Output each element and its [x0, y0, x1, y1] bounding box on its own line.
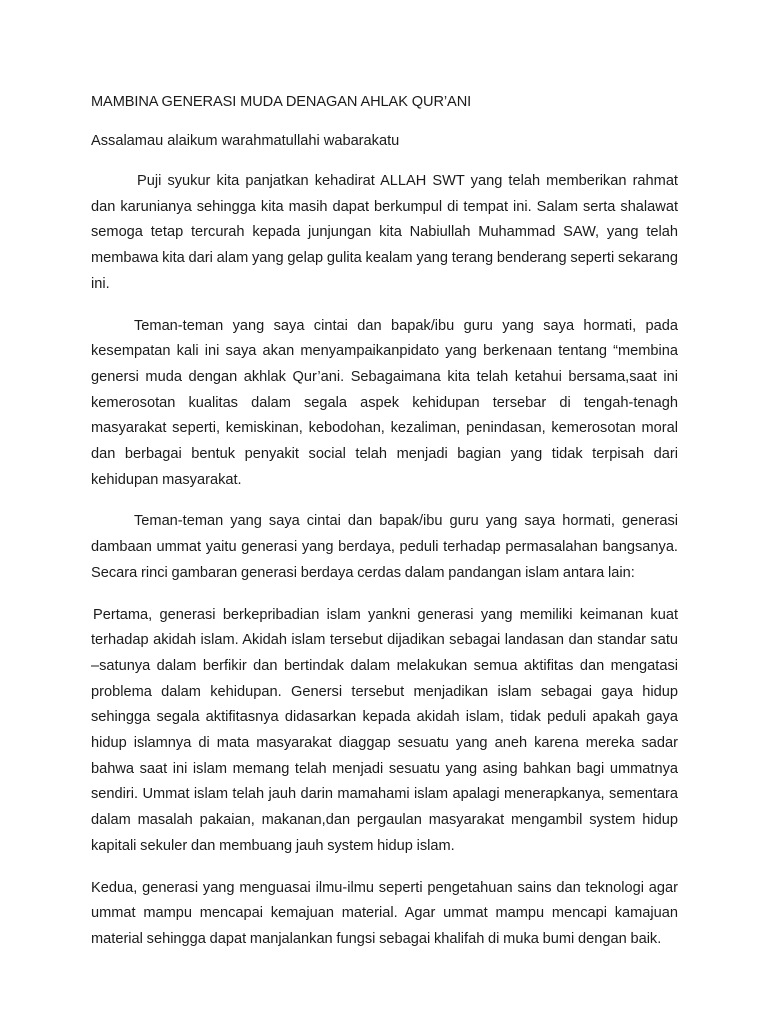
- paragraph-second-point: Kedua, generasi yang menguasai ilmu-ilmu seperti pengetahuan sains dan teknologi agar ummat mampu mencapai kemajuan material. Agar ummat mampu mencapi kamajuan material sehingga dapat manjalankan fungsi sebagai khalifah di muka bumi dengan baik.: [91, 879, 678, 947]
- paragraph-opening: Puji syukur kita panjatkan kehadirat ALLAH SWT yang telah memberikan rahmat dan karunianya sehingga kita masih dapat berkumpul di tempat ini. Salam serta shalawat semoga tetap tercurah kepada junjungan kita Nabiullah Muhammad SAW, yang telah membawa kita dari alam yang gelap gulita kealam yang terang benderang seperti sekarang ini.: [91, 173, 678, 292]
- paragraph-introduction: Teman-teman yang saya cintai dan bapak/ibu guru yang saya hormati, pada kesempatan kali ini saya akan menyampaikanpidato yang berkenaan tentang “membina genersi muda dengan akhlak Qur’ani. Sebagaimana kita telah ketahui bersama,saat ini kemerosotan kualitas dalam segala aspek kehidupan tersebar di tengah-tenagh masyarakat seperti, kemiskinan, kebodohan, kezaliman, penindasan, kemerosotan moral dan berbagai bentuk penyakit social telah menjadi bagian yang tidak terpisah dari kehidupan masyarakat.: [91, 317, 678, 488]
- paragraph-generation: Teman-teman yang saya cintai dan bapak/ibu guru yang saya hormati, generasi dambaan ummat yaitu generasi yang berdaya, peduli terhadap permasalahan bangsanya. Secara rinci gambaran generasi berdaya cerdas dalam pandangan islam antara lain:: [91, 513, 678, 581]
- paragraph-first-point: Pertama, generasi berkepribadian islam yankni generasi yang memiliki keimanan kuat terhadap akidah islam. Akidah islam tersebut dijadikan sebagai landasan dan standar satu –satunya dalam berfikir dan bertindak dalam melakukan semua aktifitas dan mengatasi problema dalam kehidupan. Genersi tersebut menjadikan islam sebagai gaya hidup sehingga segala aktifitasnya didasarkan kepada akidah islam, tidak peduli apakah gaya hidup islamnya di mata masyarakat diaggap sesuatu yang aneh karena mereka sadar bahwa saat ini islam memang telah menjadi sesuatu yang asing bahkan bagi ummatnya sendiri. Ummat islam telah jauh darin mamahami islam apalagi menerapkanya, sementara dalam masalah pakaian, makanan,dan pergaulan masyarakat mengambil system hidup kapitali sekuler dan membuang jauh system hidup islam.: [91, 606, 678, 854]
- document-title: MAMBINA GENERASI MUDA DENAGAN AHLAK QUR’ANI: [91, 94, 472, 110]
- greeting: Assalamau alaikum warahmatullahi wabarakatu: [91, 133, 400, 149]
